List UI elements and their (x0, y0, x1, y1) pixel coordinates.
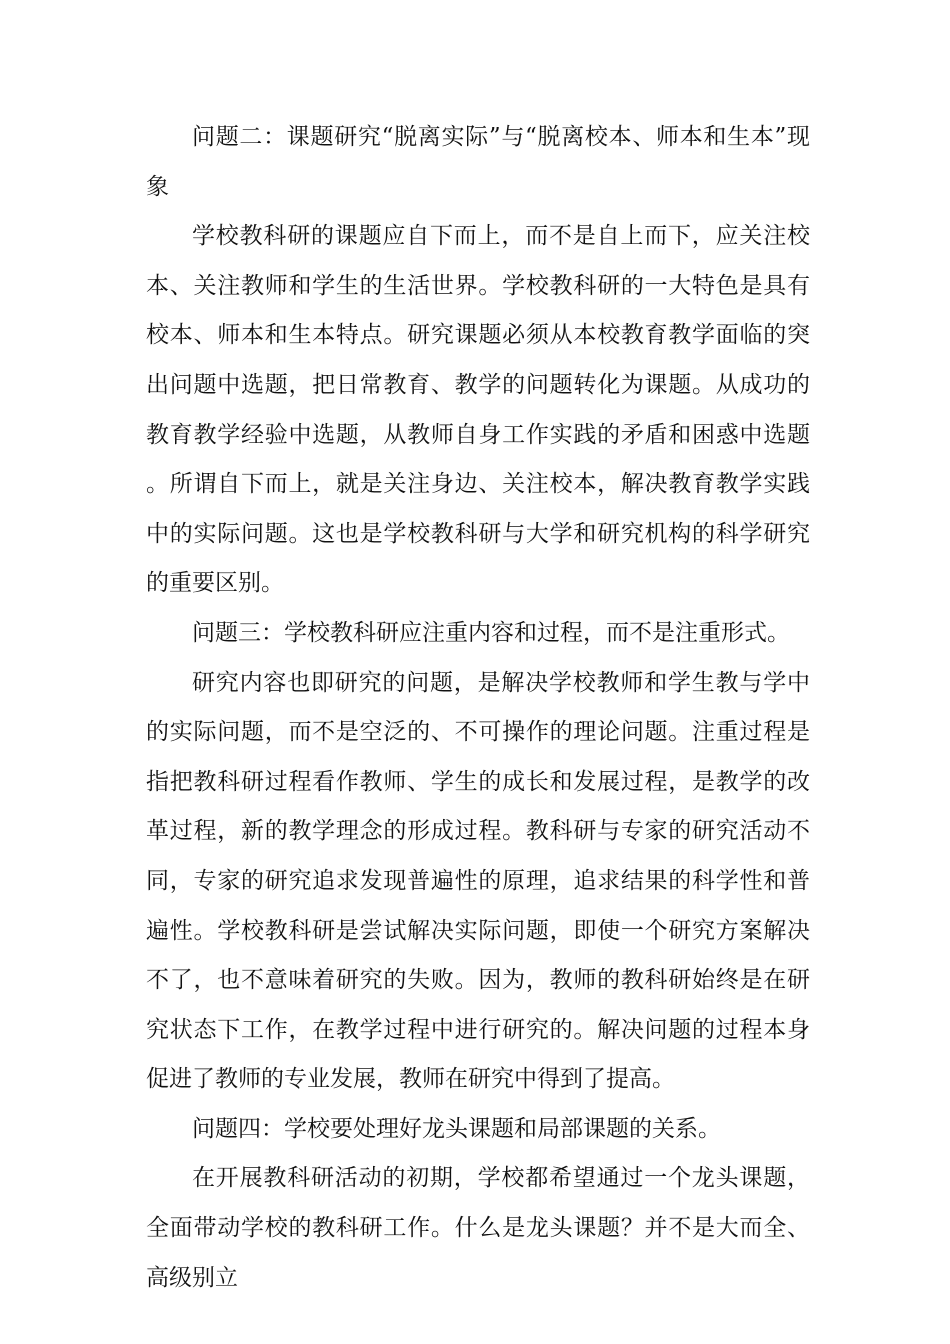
body-paragraph-problem-two: 学校教科研的课题应自下而上，而不是自上而下，应关注校本、关注教师和学生的生活世界。学校教科研的一大特色是具有校本、师本和生本特点。研究课题必须从本校教育教学面临的突出问题中选题，把日常教育、教学的问题转化为课题。从成功的教育教学经验中选题，从教师自身工作实践的矛盾和困惑中选题。所谓自下而上，就是关注身边、关注校本，解决教育教学实践中的实际问题。这也是学校教科研与大学和研究机构的科学研究的重要区别。 (146, 223, 810, 597)
heading-problem-three: 问题三：学校教科研应注重内容和过程，而不是注重形式。 (192, 619, 790, 646)
heading-problem-two: 问题二：课题研究“脱离实际”与“脱离校本、师本和生本”现象 (146, 124, 810, 200)
heading-problem-four: 问题四：学校要处理好龙头课题和局部课题的关系。 (192, 1115, 721, 1142)
body-paragraph-problem-three: 研究内容也即研究的问题，是解决学校教师和学生教与学中的实际问题，而不是空泛的、不可操作的理论问题。注重过程是指把教科研过程看作教师、学生的成长和发展过程，是教学的改革过程，新的教学理念的形成过程。教科研与专家的研究活动不同，专家的研究追求发现普遍性的原理，追求结果的科学性和普遍性。学校教科研是尝试解决实际问题，即使一个研究方案解决不了，也不意味着研究的失败。因为，教师的教科研始终是在研究状态下工作，在教学过程中进行研究的。解决问题的过程本身促进了教师的专业发展，教师在研究中得到了提高。 (146, 669, 810, 1093)
document-body (146, 113, 810, 1303)
body-paragraph-problem-four: 在开展教科研活动的初期，学校都希望通过一个龙头课题，全面带动学校的教科研工作。什么是龙头课题？并不是大而全、高级别立 (146, 1165, 810, 1291)
